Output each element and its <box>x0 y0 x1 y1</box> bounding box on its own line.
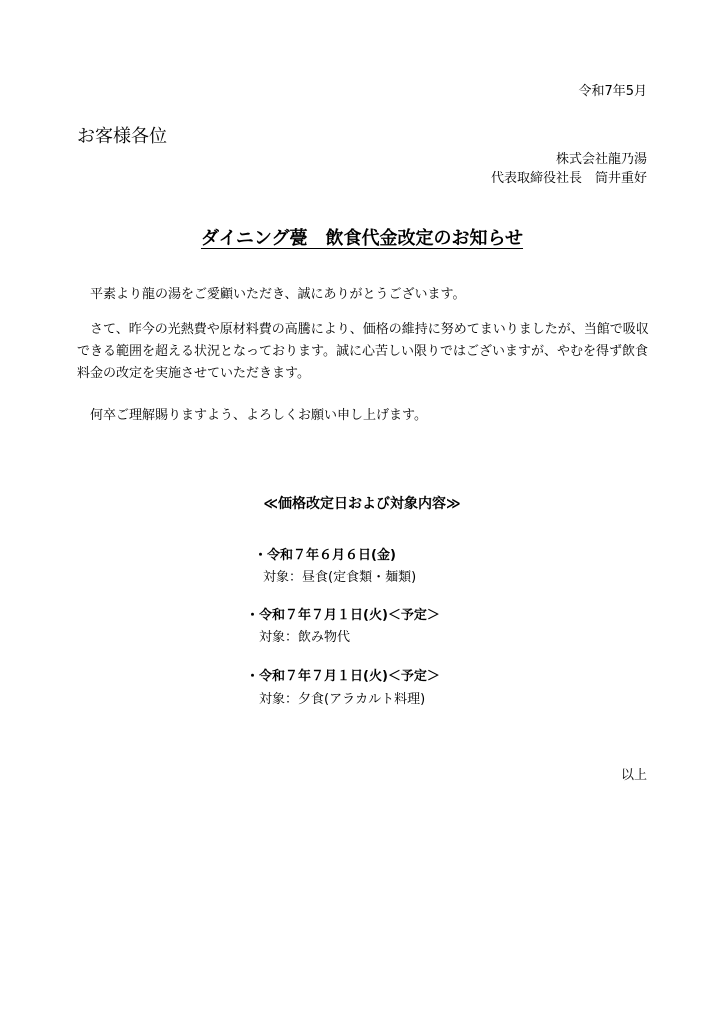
announcement-paragraph: さて、昨今の光熱費や原材料費の高騰により、価格の維持に努めてまいりましたが、当館で吸収できる範囲を超える状況となっております。誠に心苦しい限りではございますが、やむを得ず飲食料金の改定を実施させていただきます。 <box>77 322 649 381</box>
revision-target: 対象：飲み物代 <box>259 630 351 645</box>
revision-date: ・令和７年６月６日(金) <box>254 548 396 563</box>
issue-date: 令和7年5月 <box>578 84 647 99</box>
revision-date: ・令和７年７月１日(火)＜予定＞ <box>246 608 440 623</box>
revision-heading: ≪価格改定日および対象内容≫ <box>263 496 461 512</box>
company-name: 株式会社龍乃湯 <box>555 152 647 167</box>
revision-target: 対象：昼食(定食類・麺類) <box>263 570 417 585</box>
addressee: お客様各位 <box>77 126 167 147</box>
representative-name: 代表取締役社長 筒井重好 <box>490 171 647 186</box>
closing-mark: 以上 <box>620 768 647 783</box>
revision-target: 対象：夕食(アラカルト料理) <box>259 692 426 707</box>
greeting-paragraph: 平素より龍の湯をご愛顧いただき、誠にありがとうございます。 <box>90 287 466 302</box>
document-title: ダイニング甍 飲食代金改定のお知らせ <box>200 228 524 249</box>
request-paragraph: 何卒ご理解賜りますよう、よろしくお願い申し上げます。 <box>90 408 427 423</box>
revision-date: ・令和７年７月１日(火)＜予定＞ <box>246 669 440 684</box>
